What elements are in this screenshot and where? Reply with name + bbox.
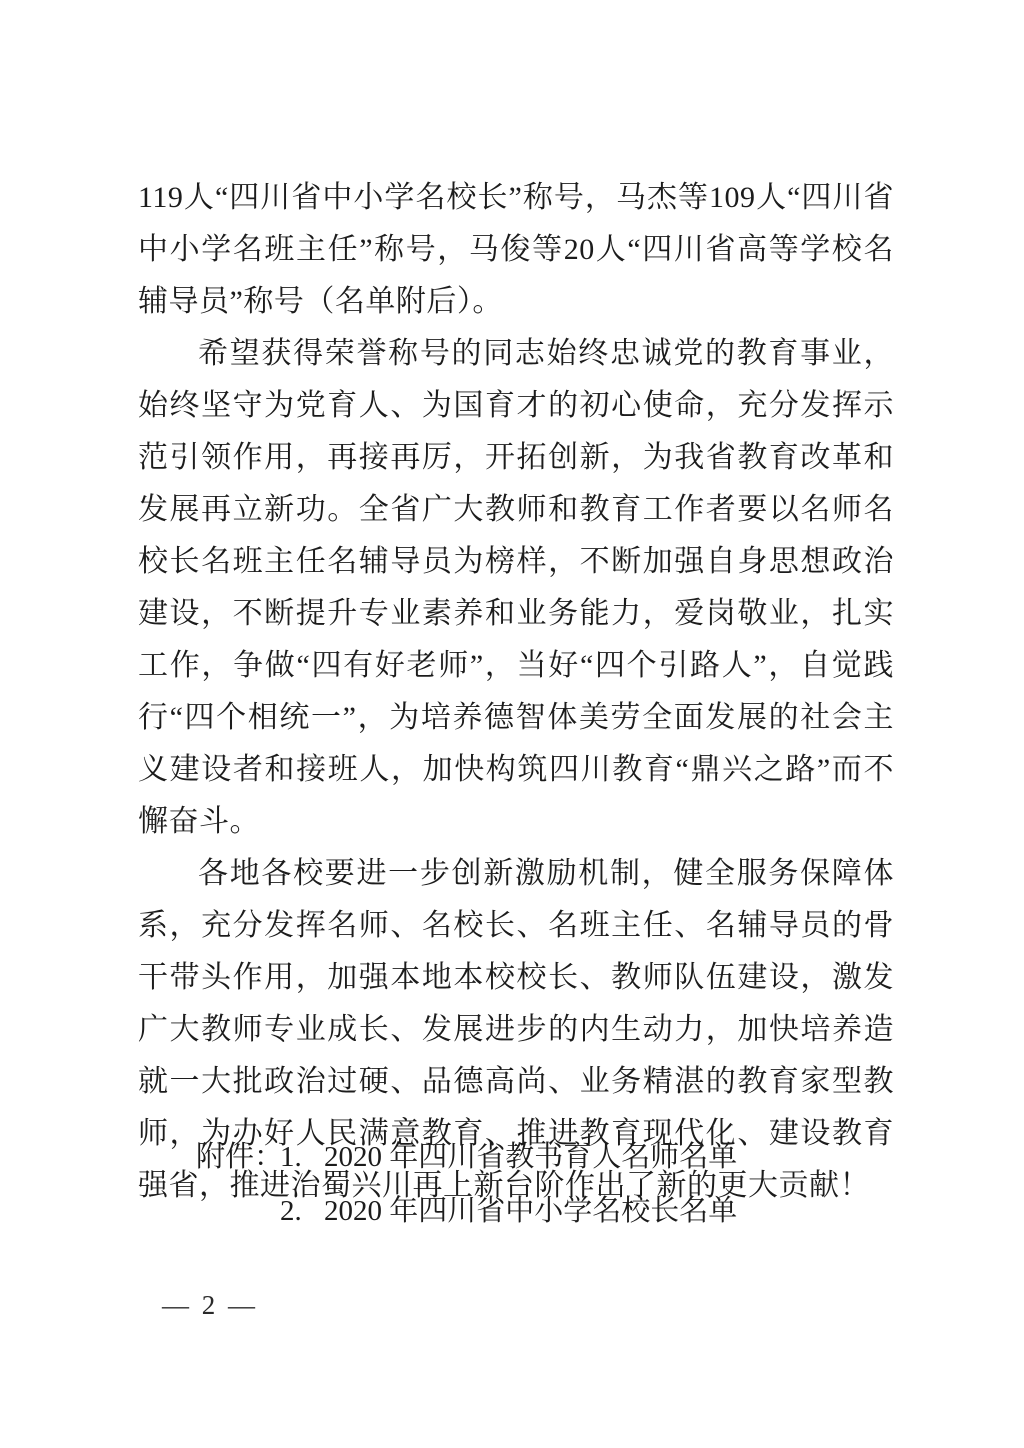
page-number: — 2 — [162, 1290, 258, 1320]
paragraph-honor-titles: 119人“四川省中小学名校长”称号，马杰等109人“四川省中小学名班主任”称号，马俊等20人“四川省高等学校名辅导员”称号（名单附后）。 [138, 181, 894, 318]
attachment-item-2 [280, 1184, 737, 1238]
attachment-2-number: 2. [280, 1195, 302, 1227]
attachments-label: 附件： [196, 1141, 284, 1173]
attachment-1-number: 1. [280, 1141, 302, 1173]
attachment-1-title: 2020 年四川省教书育人名师名单 [324, 1141, 738, 1173]
paragraph-hope-expectations: 希望获得荣誉称号的同志始终忠诚党的教育事业，始终坚守为党育人、为国育才的初心使命，充分发挥示范引领作用，再接再厉，开拓创新，为我省教育改革和发展再立新功。全省广大教师和教育工作者要以名师名校长名班主任名辅导员为榜样，不断加强自身思想政治建设，不断提升专业素养和业务能力，爱岗敬业，扎实工作，争做“四有好老师”，当好“四个引路人”，自觉践行“四个相统一”，为培养德智体美劳全面发展的社会主义建设者和接班人，加快构筑四川教育“鼎兴之路”而不懈奋斗。 [138, 337, 894, 838]
paragraph-local-schools-requirements: 各地各校要进一步创新激励机制，健全服务保障体系，充分发挥名师、名校长、名班主任、名辅导员的骨干带头作用，加强本地本校校长、教师队伍建设，激发广大教师专业成长、发展进步的内生动力，加快培养造就一大批政治过硬、品德高尚、业务精湛的教育家型教师，为办好人民满意教育、推进教育现代化、建设教育强省，推进治蜀兴川再上新台阶作出了新的更大贡献！ [138, 857, 894, 1202]
attachments-list [280, 1130, 737, 1238]
attachment-2-title: 2020 年四川省中小学名校长名单 [324, 1195, 738, 1227]
attachment-item-1 [280, 1130, 737, 1184]
document-body [138, 172, 894, 1212]
attachments-section [196, 1130, 737, 1238]
